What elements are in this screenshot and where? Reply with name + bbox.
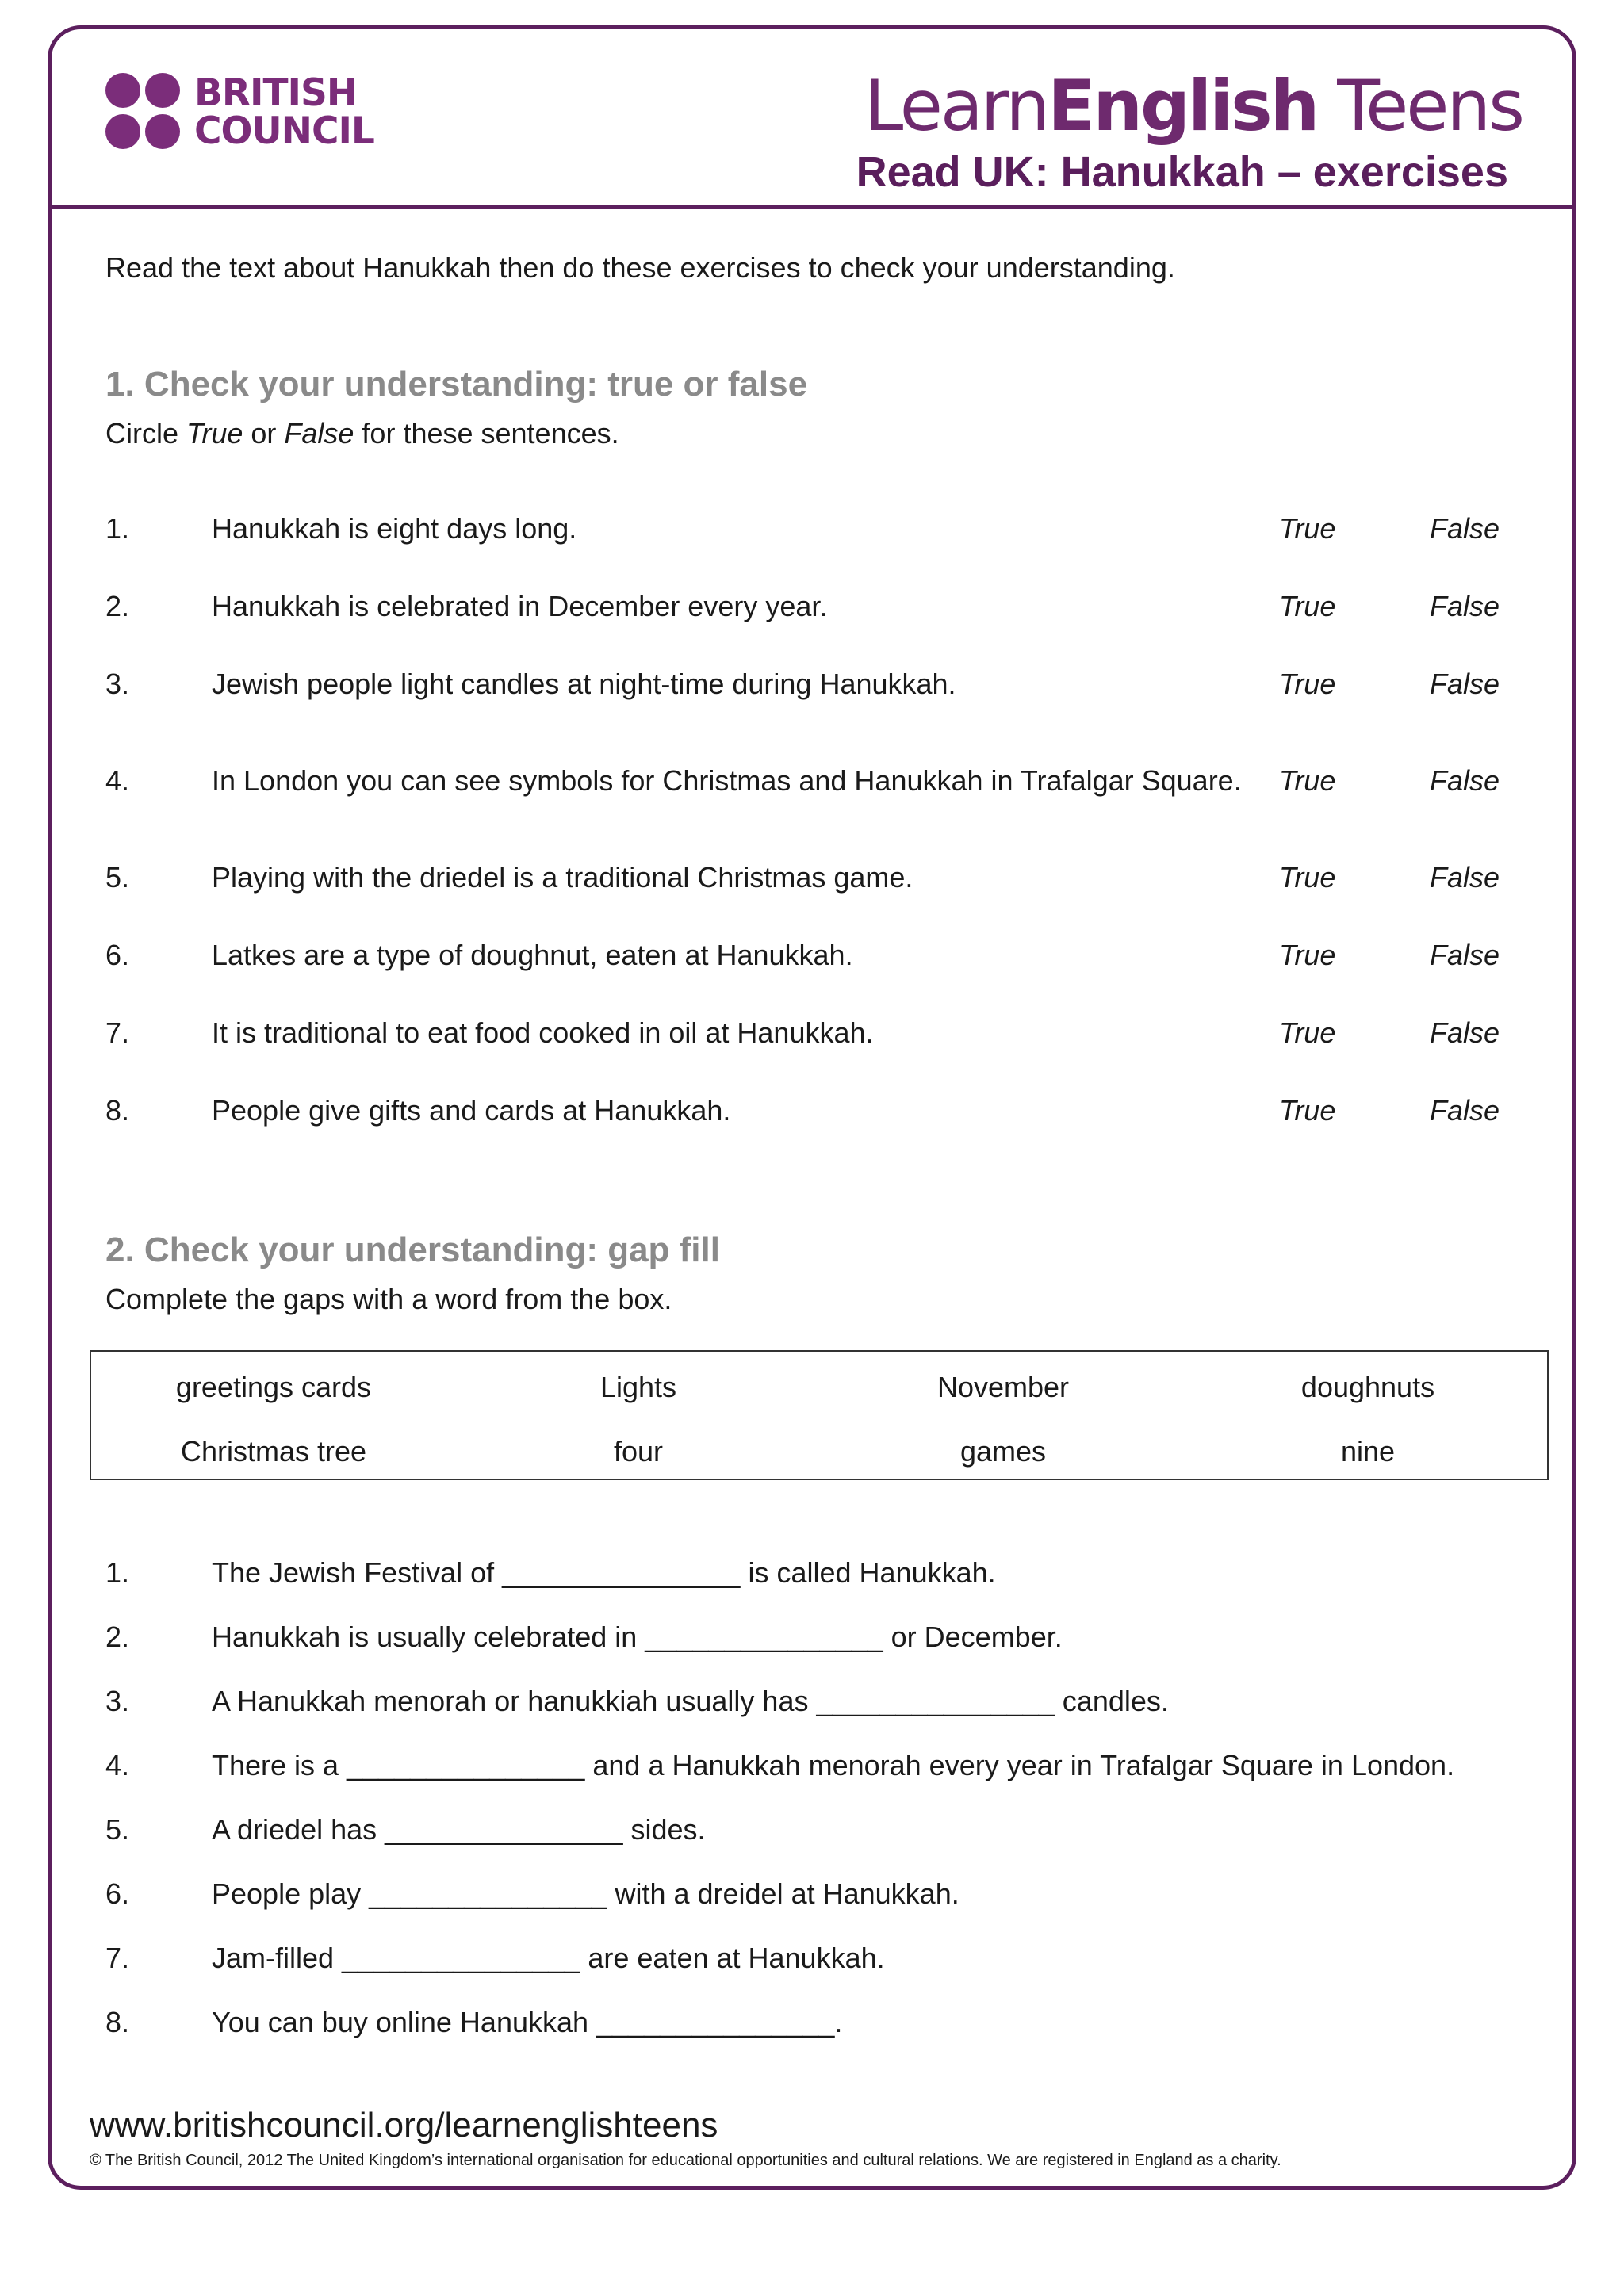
word-box-item: Lights — [599, 1371, 677, 1403]
tf-question-text: People give gifts and cards at Hanukkah. — [212, 1094, 731, 1127]
footer-url[interactable]: www.britishcouncil.org/learnenglishteens — [90, 2106, 718, 2145]
word-box-item: November — [936, 1371, 1070, 1403]
word-box — [90, 1350, 1549, 1480]
tf-question-row — [105, 649, 1501, 720]
gap-question-number: 8. — [105, 2006, 130, 2038]
true-option[interactable]: True — [1279, 764, 1336, 797]
tf-question-row — [105, 997, 1501, 1069]
true-option[interactable]: True — [1279, 1094, 1336, 1127]
gap-question-text[interactable]: A driedel has _______________ sides. — [212, 1813, 706, 1846]
false-option[interactable]: False — [1430, 1094, 1500, 1127]
tf-question-number: 4. — [105, 764, 130, 797]
british-council-logo — [105, 73, 374, 152]
word-box-item: greetings cards — [175, 1371, 372, 1403]
tf-question-number: 3. — [105, 668, 130, 700]
tf-question-number: 6. — [105, 939, 130, 971]
gap-question-number: 2. — [105, 1621, 130, 1653]
logo-dots-icon — [105, 73, 185, 152]
true-option[interactable]: True — [1279, 861, 1336, 894]
tf-question-text: Hanukkah is eight days long. — [212, 512, 577, 545]
gap-question-number: 3. — [105, 1685, 130, 1717]
gap-question-number: 4. — [105, 1749, 130, 1781]
section2-title: 2. Check your understanding: gap fill — [105, 1230, 720, 1269]
gap-question-text[interactable]: Jam-filled _______________ are eaten at Hanukkah. — [212, 1942, 885, 1974]
false-option[interactable]: False — [1430, 764, 1500, 797]
false-option[interactable]: False — [1430, 861, 1500, 894]
gap-question-number: 1. — [105, 1556, 130, 1589]
false-option[interactable]: False — [1430, 590, 1500, 622]
gap-question-text[interactable]: There is a _______________ and a Hanukkah menorah every year in Trafalgar Square in London. — [212, 1749, 1455, 1781]
false-option[interactable]: False — [1430, 668, 1500, 700]
tf-question-text: It is traditional to eat food cooked in oil at Hanukkah. — [212, 1016, 874, 1049]
true-option[interactable]: True — [1279, 590, 1336, 622]
true-option[interactable]: True — [1279, 668, 1336, 700]
section1-instructions: Circle True or False for these sentences. — [105, 417, 619, 450]
gap-question-text[interactable]: A Hanukkah menorah or hanukkiah usually has _______________ candles. — [212, 1685, 1169, 1717]
footer-copyright: © The British Council, 2012 The United Kingdom’s international organisation for educational opportunities and cultural relations. We are registered in England as a charity. — [90, 2152, 1281, 2169]
true-option[interactable]: True — [1279, 512, 1336, 545]
gap-question-number: 6. — [105, 1877, 130, 1910]
gap-question-text[interactable]: You can buy online Hanukkah _______________. — [212, 2006, 843, 2038]
tf-question-text: In London you can see symbols for Christmas and Hanukkah in Trafalgar Square. — [212, 764, 1242, 797]
tf-question-number: 1. — [105, 512, 130, 545]
word-box-item: nine — [1340, 1435, 1396, 1468]
tf-question-row — [105, 920, 1501, 991]
header-divider — [48, 205, 1576, 209]
logo-wordmark: BRITISH COUNCIL — [194, 71, 374, 153]
page-title: Read UK: Hanukkah – exercises — [856, 148, 1508, 196]
word-box-item: Christmas tree — [180, 1435, 367, 1468]
tf-question-text: Hanukkah is celebrated in December every year. — [212, 590, 828, 622]
tf-question-row — [105, 842, 1501, 913]
false-option[interactable]: False — [1430, 1016, 1500, 1049]
word-box-item: games — [959, 1435, 1047, 1468]
word-box-item: doughnuts — [1300, 1371, 1435, 1403]
false-option[interactable]: False — [1430, 512, 1500, 545]
intro-text: Read the text about Hanukkah then do these exercises to check your understanding. — [105, 251, 1175, 284]
tf-question-text: Playing with the driedel is a traditional Christmas game. — [212, 861, 914, 894]
tf-question-text: Jewish people light candles at night-time during Hanukkah. — [212, 668, 956, 700]
tf-question-row — [105, 745, 1501, 817]
gap-question-text[interactable]: Hanukkah is usually celebrated in _______________ or December. — [212, 1621, 1063, 1653]
tf-question-row — [105, 571, 1501, 642]
section1-title: 1. Check your understanding: true or false — [105, 365, 808, 404]
gap-question-text[interactable]: The Jewish Festival of _______________ is called Hanukkah. — [212, 1556, 996, 1589]
tf-question-text: Latkes are a type of doughnut, eaten at Hanukkah. — [212, 939, 853, 971]
tf-question-number: 2. — [105, 590, 130, 622]
word-box-item: four — [613, 1435, 664, 1468]
tf-question-number: 5. — [105, 861, 130, 894]
tf-question-row — [105, 493, 1501, 564]
learnenglish-teens-brand: LearnEnglish Teens — [864, 65, 1522, 147]
tf-question-row — [105, 1075, 1501, 1146]
false-option[interactable]: False — [1430, 939, 1500, 971]
tf-question-number: 7. — [105, 1016, 130, 1049]
gap-question-text[interactable]: People play _______________ with a dreidel at Hanukkah. — [212, 1877, 959, 1910]
gap-question-number: 5. — [105, 1813, 130, 1846]
true-option[interactable]: True — [1279, 939, 1336, 971]
section2-instructions: Complete the gaps with a word from the box. — [105, 1283, 672, 1315]
true-option[interactable]: True — [1279, 1016, 1336, 1049]
tf-question-number: 8. — [105, 1094, 130, 1127]
gap-question-number: 7. — [105, 1942, 130, 1974]
